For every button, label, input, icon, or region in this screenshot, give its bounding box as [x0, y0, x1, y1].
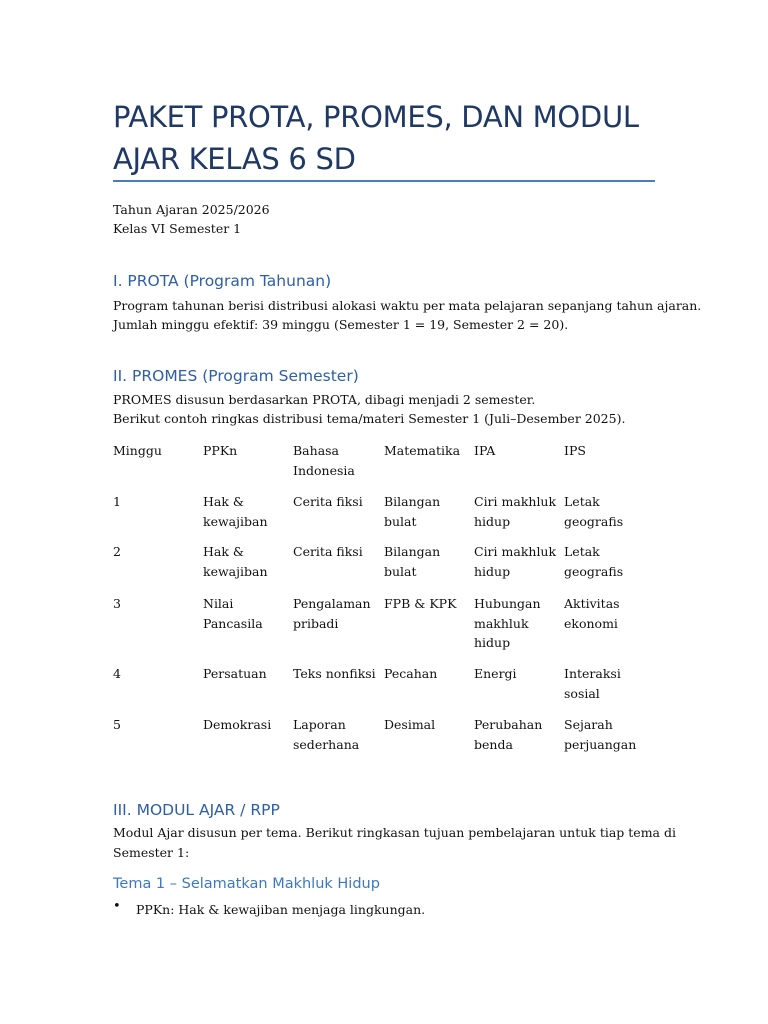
header-cell: IPA	[474, 443, 496, 458]
promes-text-1: PROMES disusun berdasarkan PROTA, dibagi menjadi 2 semester.	[113, 392, 536, 407]
table-cell: Pengalaman pribadi	[293, 596, 371, 631]
header-cell: PPKn	[203, 443, 238, 458]
table-cell: Laporan sederhana	[293, 717, 360, 752]
header-cell: Minggu	[113, 443, 162, 458]
table-cell: Persatuan	[203, 666, 267, 681]
table-cell: 3	[113, 596, 121, 611]
table-cell: Ciri makhluk hidup	[474, 494, 557, 529]
promes-heading: II. PROMES (Program Semester)	[113, 367, 359, 385]
modul-text-1: Modul Ajar disusun per tema. Berikut ringkasan tujuan pembelajaran untuk tiap tema di	[113, 825, 676, 840]
table-cell: FPB & KPK	[384, 596, 457, 611]
table-cell: Demokrasi	[203, 717, 272, 732]
table-cell: Bilangan bulat	[384, 544, 441, 579]
table-cell: Hubungan makhluk hidup	[474, 596, 541, 650]
table-cell: Aktivitas ekonomi	[564, 596, 620, 631]
table-cell: Nilai Pancasila	[203, 596, 263, 631]
prota-heading: I. PROTA (Program Tahunan)	[113, 272, 332, 290]
class-semester: Kelas VI Semester 1	[113, 221, 242, 236]
promes-text-2: Berikut contoh ringkas distribusi tema/materi Semester 1 (Juli–Desember 2025).	[113, 411, 626, 426]
document-title	[113, 96, 658, 180]
table-cell: Hak & kewajiban	[203, 494, 268, 529]
table-cell: Ciri makhluk hidup	[474, 544, 557, 579]
table-cell: Letak geografis	[564, 494, 624, 529]
table-cell: Cerita fiksi	[293, 494, 363, 509]
tema-1-heading: Tema 1 – Selamatkan Makhluk Hidup	[113, 876, 380, 892]
table-cell: Cerita fiksi	[293, 544, 363, 559]
modul-heading: III. MODUL AJAR / RPP	[113, 801, 280, 819]
table-cell: Energi	[474, 666, 517, 681]
header-cell: Matematika	[384, 443, 461, 458]
table-cell: 1	[113, 494, 121, 509]
bullet-icon: •	[113, 899, 121, 914]
table-cell: 2	[113, 544, 121, 559]
table-cell: 5	[113, 717, 121, 732]
header-cell: Bahasa Indonesia	[293, 443, 355, 478]
table-cell: Sejarah perjuangan	[564, 717, 637, 752]
table-cell: Bilangan bulat	[384, 494, 441, 529]
table-cell: Pecahan	[384, 666, 438, 681]
table-cell: Desimal	[384, 717, 436, 732]
table-cell: Perubahan benda	[474, 717, 543, 752]
table-cell: Letak geografis	[564, 544, 624, 579]
table-cell: Interaksi sosial	[564, 666, 621, 701]
table-cell: 4	[113, 666, 121, 681]
prota-text-2: Jumlah minggu efektif: 39 minggu (Semester 1 = 19, Semester 2 = 20).	[113, 317, 569, 332]
title-line-1: PAKET PROTA, PROMES, DAN MODUL	[113, 100, 639, 134]
table-cell: Teks nonfiksi	[293, 666, 376, 681]
school-year: Tahun Ajaran 2025/2026	[113, 202, 270, 217]
modul-text-2: Semester 1:	[113, 845, 190, 860]
header-cell: IPS	[564, 443, 586, 458]
bullet-text: PPKn: Hak & kewajiban menjaga lingkungan.	[136, 902, 426, 917]
prota-text-1: Program tahunan berisi distribusi alokasi waktu per mata pelajaran sepanjang tahun ajaran.	[113, 298, 702, 313]
title-rule	[113, 180, 655, 182]
title-line-2: AJAR KELAS 6 SD	[113, 142, 356, 176]
table-cell: Hak & kewajiban	[203, 544, 268, 579]
